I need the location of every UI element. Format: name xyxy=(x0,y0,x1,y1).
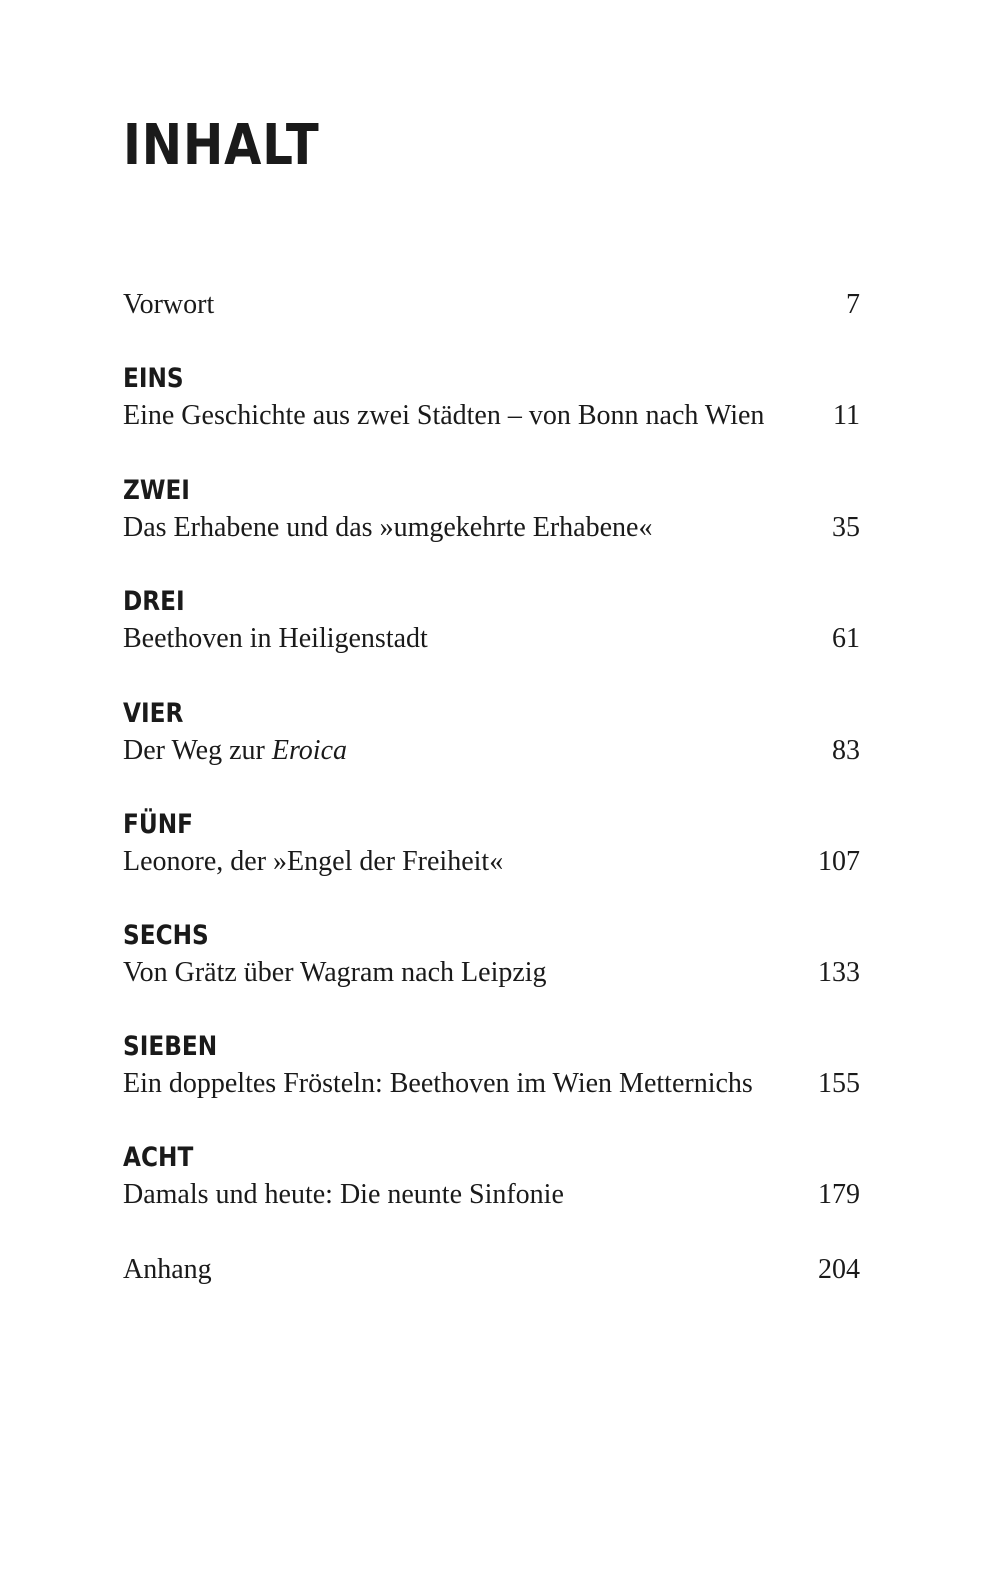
entry-page-number: 179 xyxy=(818,1179,860,1210)
chapter-number: EINS xyxy=(123,363,184,394)
chapter-number: SECHS xyxy=(123,920,209,951)
entry-page-number: 7 xyxy=(846,289,860,320)
entry-title: Eine Geschichte aus zwei Städten – von Bonn nach Wien xyxy=(123,400,765,431)
chapter-number: ACHT xyxy=(123,1142,194,1173)
entry-title: Anhang xyxy=(123,1254,212,1285)
entry-title: Das Erhabene und das »umgekehrte Erhabene« xyxy=(123,512,653,543)
toc-entry-chapter-6[interactable] xyxy=(123,955,860,991)
entry-page-number: 155 xyxy=(818,1068,860,1099)
entry-page-number: 107 xyxy=(818,846,860,877)
entry-page-number: 83 xyxy=(832,735,860,766)
entry-title: Damals und heute: Die neunte Sinfonie xyxy=(123,1179,564,1210)
table-of-contents xyxy=(123,0,860,1594)
entry-title: Vorwort xyxy=(123,289,215,320)
entry-title: Von Grätz über Wagram nach Leipzig xyxy=(123,957,547,988)
toc-entry-appendix[interactable] xyxy=(123,1252,860,1288)
toc-entry-chapter-5[interactable] xyxy=(123,844,860,880)
toc-entry-chapter-2[interactable] xyxy=(123,510,860,546)
chapter-number: DREI xyxy=(123,586,185,617)
entry-title xyxy=(123,733,347,769)
entry-title-prefix: Der Weg zur xyxy=(123,735,272,766)
toc-entry-chapter-7[interactable] xyxy=(123,1066,860,1102)
chapter-number: FÜNF xyxy=(123,809,194,840)
chapter-number: ZWEI xyxy=(123,475,190,506)
entry-title: Ein doppeltes Frösteln: Beethoven im Wien Metternichs xyxy=(123,1068,753,1099)
entry-page-number: 204 xyxy=(818,1254,860,1285)
entry-page-number: 11 xyxy=(833,400,860,431)
toc-entry-foreword[interactable] xyxy=(123,287,860,323)
entry-page-number: 61 xyxy=(832,623,860,654)
toc-entry-chapter-1[interactable] xyxy=(123,398,860,434)
entry-title: Beethoven in Heiligenstadt xyxy=(123,623,428,654)
chapter-number: VIER xyxy=(123,698,184,729)
entry-page-number: 35 xyxy=(832,512,860,543)
entry-title: Leonore, der »Engel der Freiheit« xyxy=(123,846,504,877)
toc-entry-chapter-4[interactable] xyxy=(123,733,860,769)
page-title: INHALT xyxy=(123,113,320,178)
entry-title-italic: Eroica xyxy=(271,735,348,766)
chapter-number: SIEBEN xyxy=(123,1031,218,1062)
entry-page-number: 133 xyxy=(818,957,860,988)
toc-entry-chapter-3[interactable] xyxy=(123,621,860,657)
toc-entry-chapter-8[interactable] xyxy=(123,1177,860,1213)
